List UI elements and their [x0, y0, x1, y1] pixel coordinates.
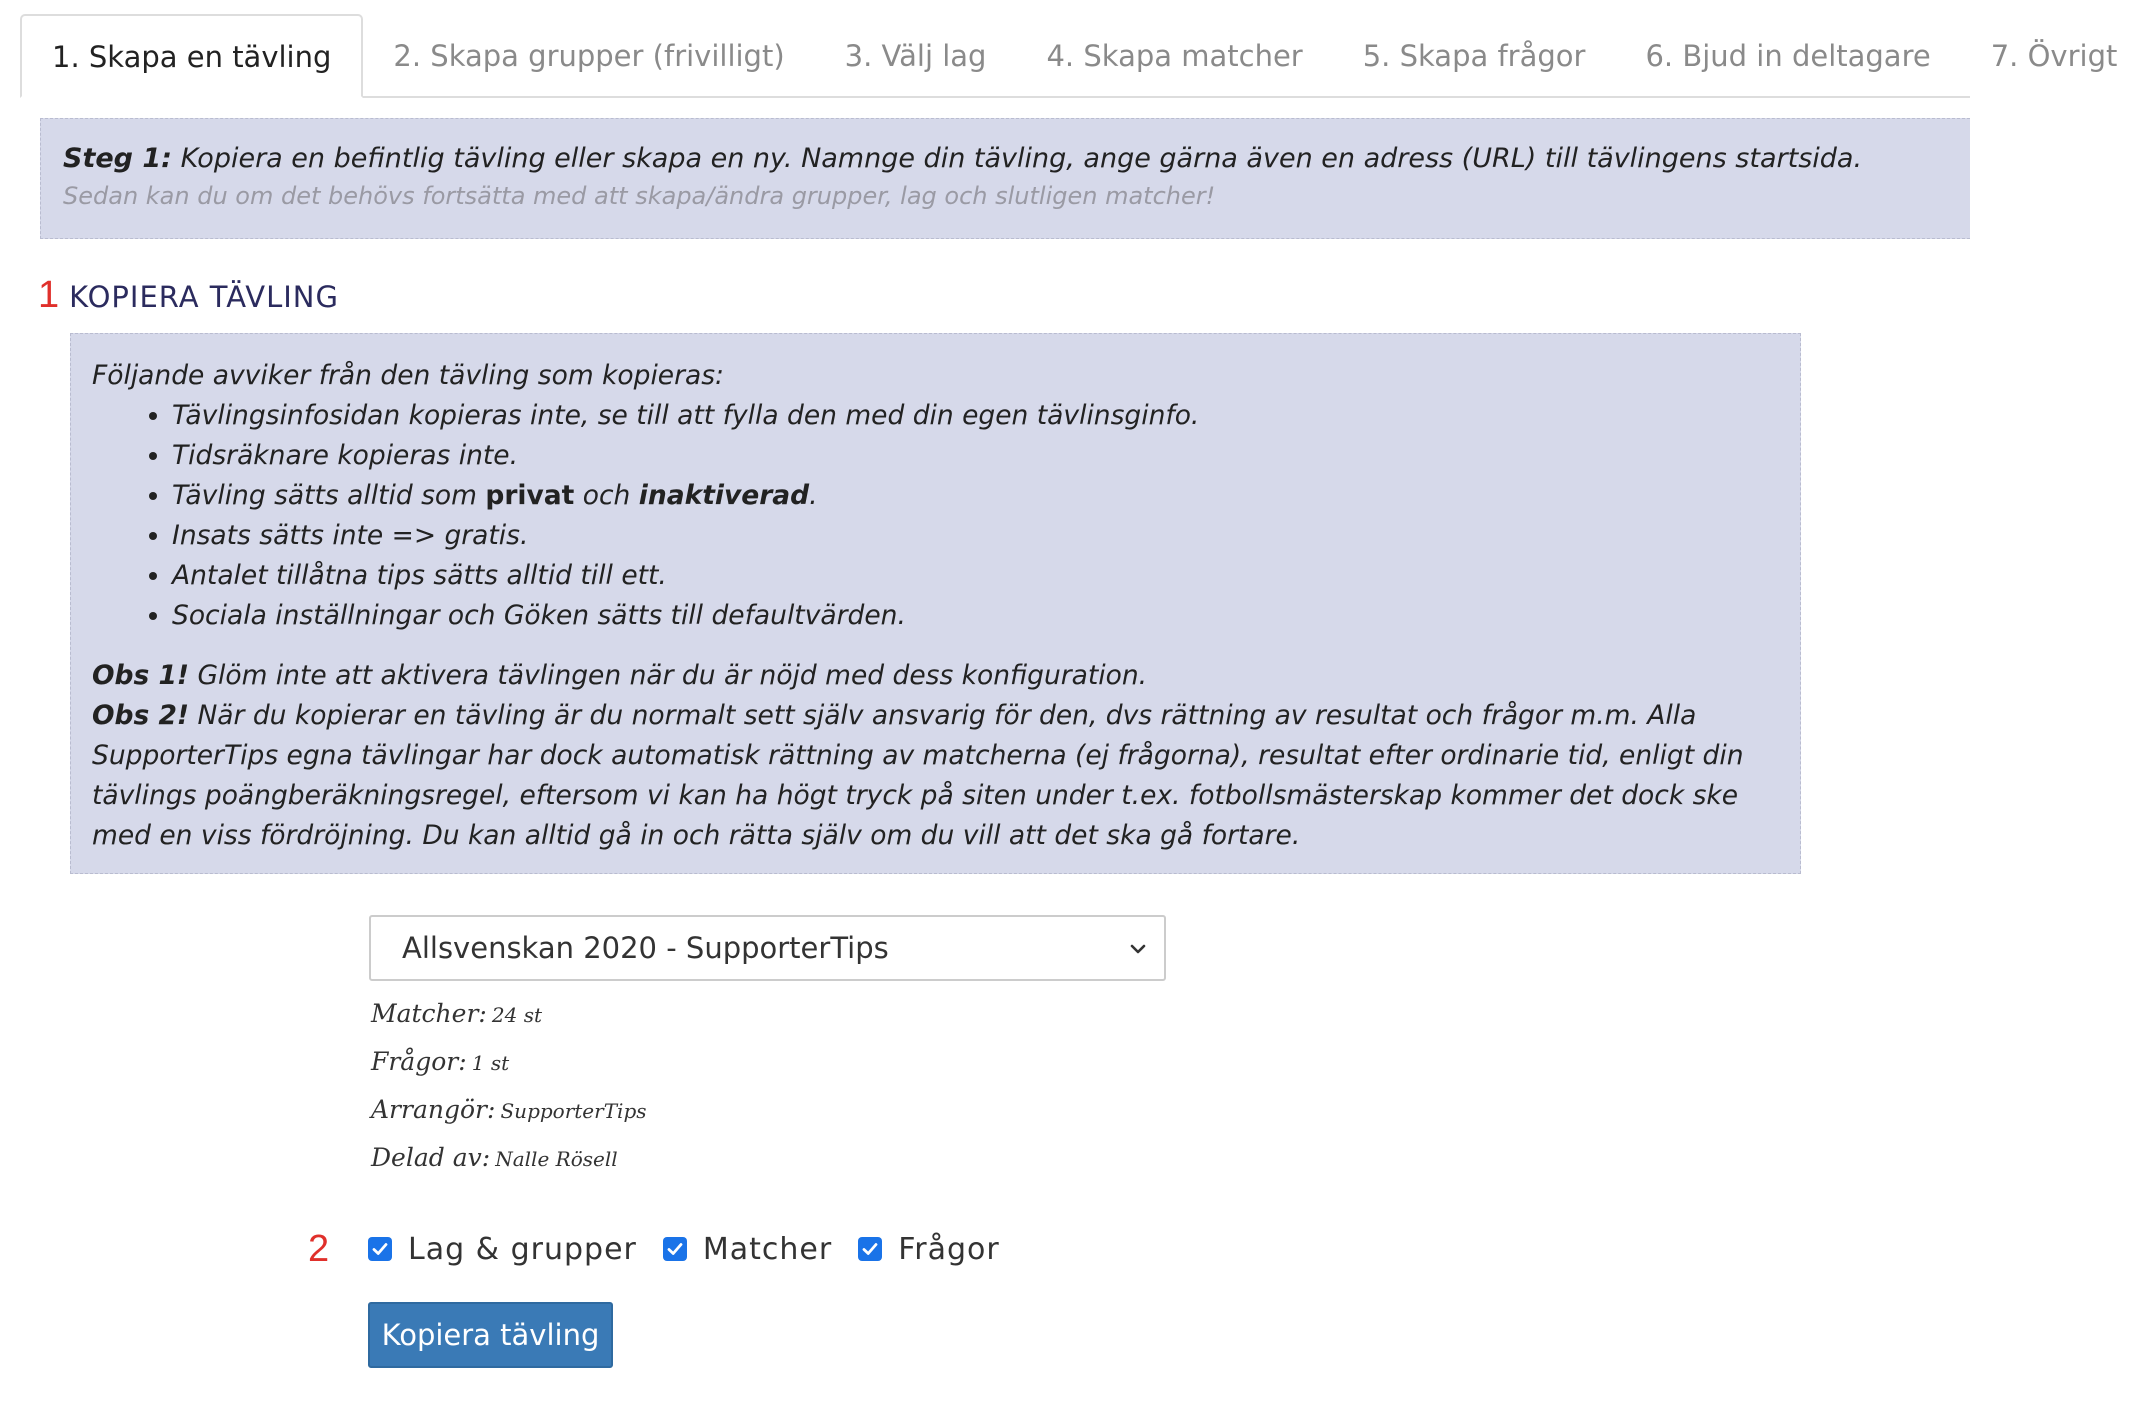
obs2-text: När du kopierar en tävling är du normalt sett själv ansvarig för den, dvs rättning av resultat och frågor m.m. Alla SupporterTips egna tävlingar har dock automatisk rättning av matcherna (ej frågorna), resultat efter ordinarie tid, enligt din tävlings poängberäkningsregel, eftersom vi kan ha högt tryck på siten under t.ex. fotbollsmästerskap kommer det dock ske med en viss fördröjning. Du kan alltid gå in och rätta själv om du vill att det ska gå fortare. [92, 700, 1744, 851]
list-item [172, 476, 1800, 516]
obs2-label: Obs 2! [92, 700, 190, 731]
copy-options [308, 1222, 1026, 1276]
meta-questions [371, 1038, 647, 1086]
tab-create-questions[interactable]: 5. Skapa frågor [1362, 39, 1586, 73]
checkbox-questions[interactable] [858, 1232, 1000, 1267]
info-intro: Följande avviker från den tävling som kopieras: [92, 360, 724, 391]
competition-meta [371, 990, 647, 1182]
tab-invite-participants[interactable]: 6. Bjud in deltagare [1645, 39, 1931, 73]
list-item-text: och [574, 480, 639, 511]
tab-create-matches[interactable]: 4. Skapa matcher [1046, 39, 1303, 73]
checkbox-checked-icon[interactable] [368, 1237, 392, 1261]
list-item: • Sociala inställningar och Göken sätts till defaultvärden. [172, 596, 1800, 636]
list-item-text: . [809, 480, 818, 511]
competition-select-value: Allsvenskan 2020 - SupporterTips [402, 931, 889, 965]
section-header [38, 274, 339, 324]
checkbox-checked-icon[interactable] [858, 1237, 882, 1261]
step-prefix: Steg 1: [63, 143, 172, 174]
meta-label: Matcher: [371, 999, 487, 1028]
step-instruction [63, 139, 1970, 179]
meta-value: 1 st [471, 1051, 510, 1075]
meta-label: Arrangör: [371, 1095, 496, 1124]
meta-matches [371, 990, 647, 1038]
meta-label: Delad av: [371, 1143, 491, 1172]
info-list [92, 396, 1800, 636]
checkbox-teams-groups[interactable] [368, 1232, 637, 1267]
meta-label: Frågor: [371, 1047, 467, 1076]
list-item-bold: privat [485, 480, 575, 511]
section-title: KOPIERA TÄVLING [69, 280, 339, 314]
obs1-label: Obs 1! [92, 660, 190, 691]
step-info-box [40, 118, 1970, 239]
options-number: 2 [308, 1227, 330, 1270]
copy-info-box [70, 333, 1801, 874]
obs-notes [92, 656, 1782, 856]
competition-select[interactable] [369, 915, 1166, 981]
list-item: • Insats sätts inte => gratis. [172, 516, 1800, 556]
meta-organizer [371, 1086, 647, 1134]
meta-value: SupporterTips [500, 1099, 647, 1123]
checkbox-checked-icon[interactable] [663, 1237, 687, 1261]
meta-value: Nalle Rösell [495, 1147, 618, 1171]
tab-create-groups[interactable]: 2. Skapa grupper (frivilligt) [393, 39, 785, 73]
section-number: 1 [38, 274, 60, 316]
copy-competition-button[interactable]: Kopiera tävling [368, 1302, 613, 1368]
checkbox-matches[interactable] [663, 1232, 832, 1267]
tab-choose-teams[interactable]: 3. Välj lag [844, 39, 987, 73]
chevron-down-icon [1128, 939, 1148, 959]
step-text: Kopiera en befintlig tävling eller skapa en ny. Namnge din tävling, ange gärna även en adress (URL) till tävlingens startsida. [171, 143, 1863, 174]
tab-create-competition[interactable]: 1. Skapa en tävling [20, 14, 363, 98]
list-item-bold: inaktiverad [638, 480, 810, 511]
checkbox-label: Lag & grupper [408, 1231, 637, 1267]
list-item: • Antalet tillåtna tips sätts alltid till ett. [172, 556, 1800, 596]
wizard-tabs [20, 14, 2118, 98]
tab-other[interactable]: 7. Övrigt [1990, 39, 2118, 73]
meta-value: 24 st [491, 1003, 543, 1027]
step-subtext: Sedan kan du om det behövs fortsätta med att skapa/ändra grupper, lag och slutligen matcher! [63, 182, 1216, 210]
list-item: • Tävlingsinfosidan kopieras inte, se till att fylla den med din egen tävlinsginfo. [172, 396, 1800, 436]
list-item-text: Tävling sätts alltid som [172, 480, 486, 511]
meta-shared-by [371, 1134, 647, 1182]
checkbox-label: Frågor [898, 1231, 1000, 1267]
obs1-text: Glöm inte att aktivera tävlingen när du är nöjd med dess konfiguration. [189, 660, 1148, 691]
list-item: • Tidsräknare kopieras inte. [172, 436, 1800, 476]
checkbox-label: Matcher [702, 1231, 833, 1267]
